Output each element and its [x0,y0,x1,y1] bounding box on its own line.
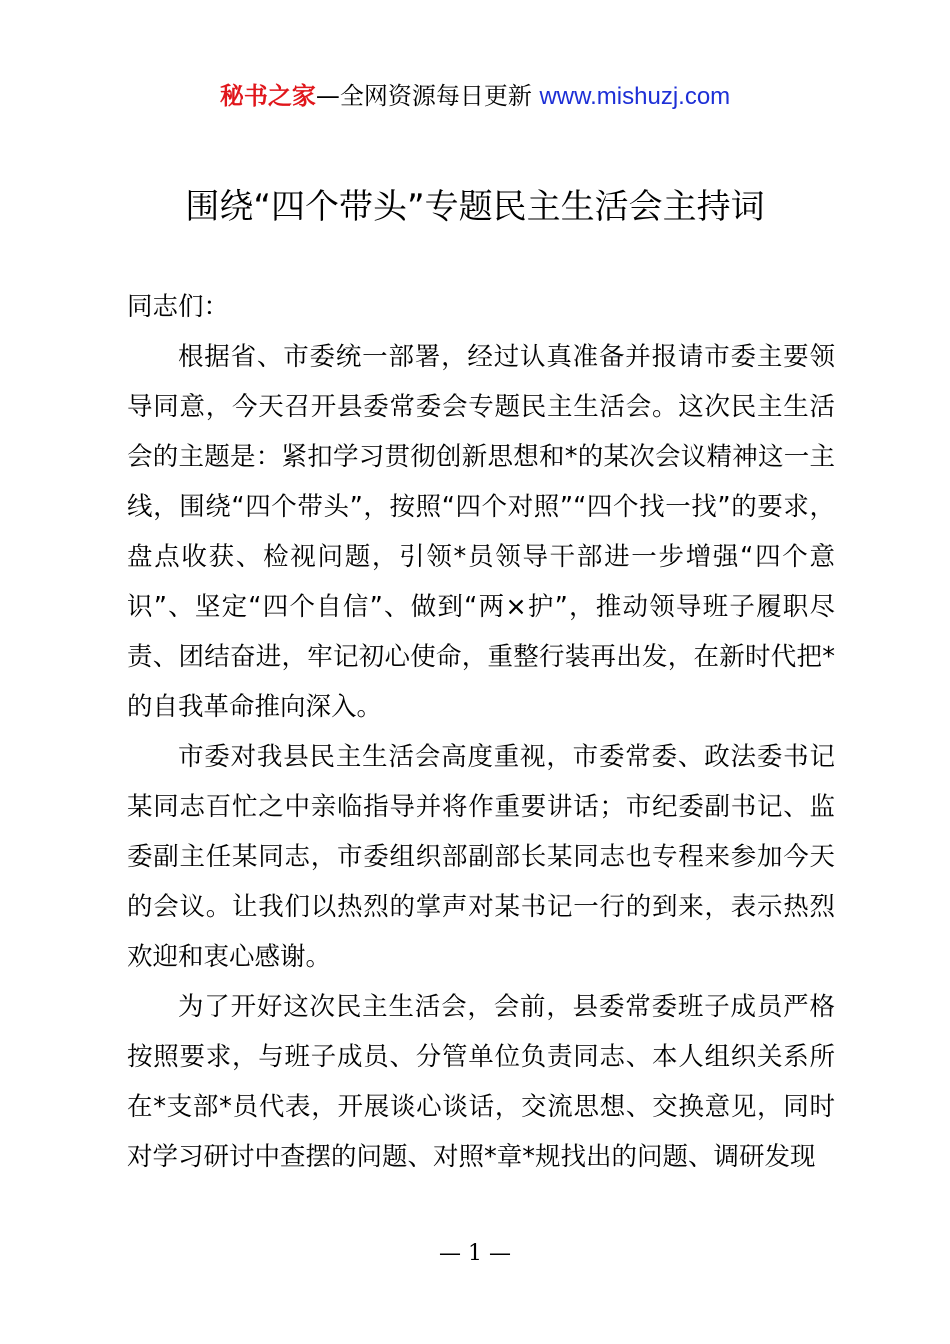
banner-tagline: —全网资源每日更新 [315,82,532,110]
document-body [127,282,835,1182]
salutation: 同志们： [127,292,230,322]
paragraph-1: 根据省、市委统一部署，经过认真准备并报请市委主要领导同意，今天召开县委常委会专题民主生活会。这次民主生活会的主题是：紧扣学习贯彻创新思想和*的某次会议精神这一主线，围绕“四个带头”，按照“四个对照”“四个找一找”的要求，盘点收获、检视问题，引领*员领导干部进一步增强“四个意识”、坚定“四个自信”、做到“两×护”，推动领导班子履职尽责、团结奋进，牢记初心使命，重整行装再出发，在新时代把*的自我革命推向深入。 [127,342,835,722]
paragraph-2: 市委对我县民主生活会高度重视，市委常委、政法委书记某同志百忙之中亲临指导并将作重要讲话；市纪委副书记、监委副主任某同志，市委组织部副部长某同志也专程来参加今天的会议。让我们以热烈的掌声对某书记一行的到来，表示热烈欢迎和衷心感谢。 [127,742,835,972]
site-banner [0,80,950,113]
site-url-link[interactable]: www.mishuzj.com [539,83,731,110]
page-number: — 1 — [439,1241,511,1266]
brand-name: 秘书之家 [219,82,316,110]
document-title: 围绕“四个带头”专题民主生活会主持词 [185,187,765,227]
paragraph-3: 为了开好这次民主生活会，会前，县委常委班子成员严格按照要求，与班子成员、分管单位负责同志、本人组织关系所在*支部*员代表，开展谈心谈话，交流思想、交换意见，同时对学习研讨中查摆的问题、对照*章*规找出的问题、调研发现 [127,992,835,1172]
